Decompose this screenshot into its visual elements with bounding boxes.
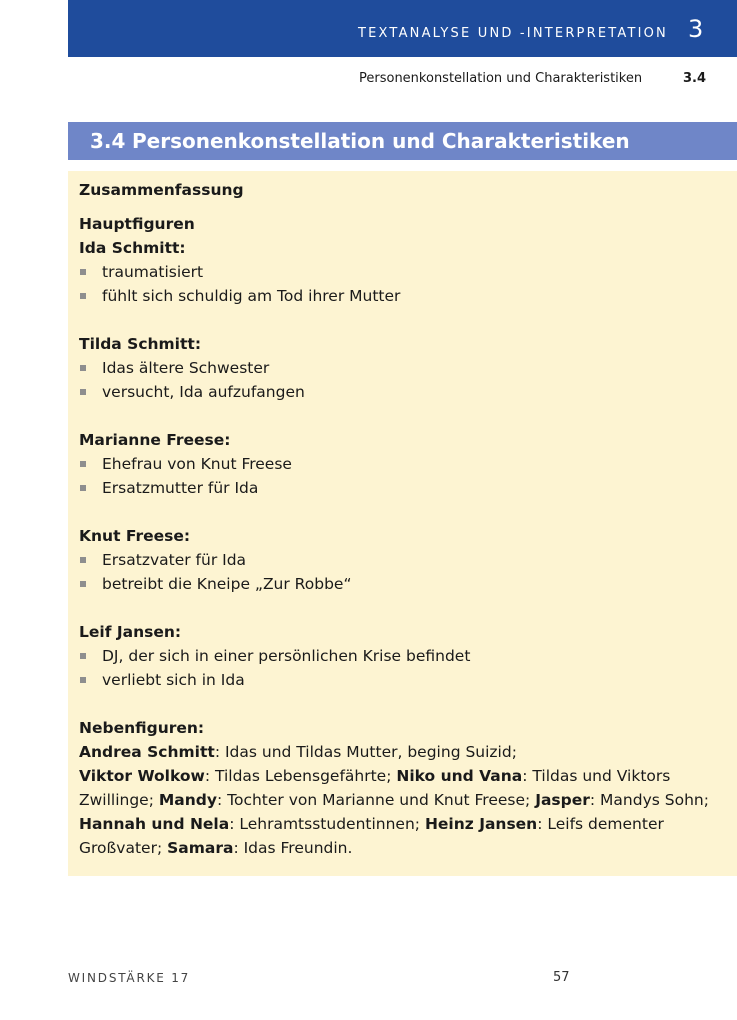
trait-item: verliebt sich in Ida — [79, 668, 719, 692]
character-block — [79, 332, 719, 404]
minor-character-name: Hannah und Nela — [79, 815, 230, 833]
character-name: Ida Schmitt: — [79, 239, 186, 257]
minor-character-name: Heinz Jansen — [424, 815, 538, 833]
bullet-icon — [80, 485, 86, 491]
minor-character-name: Niko und Vana — [396, 767, 523, 785]
minor-characters-label: Nebenfiguren: — [79, 719, 205, 737]
trait-item: versucht, Ida aufzufangen — [79, 380, 719, 404]
bullet-icon — [80, 293, 86, 299]
bullet-icon — [80, 557, 86, 563]
bullet-icon — [80, 269, 86, 275]
page-number: 57 — [553, 970, 570, 985]
running-subheading: Personenkonstellation und Charakteristiken — [359, 71, 643, 86]
chapter-number: 3 — [688, 15, 704, 43]
bullet-icon — [80, 461, 86, 467]
minor-character-name: Andrea Schmitt — [79, 743, 215, 761]
main-characters-label: Hauptfiguren — [79, 215, 195, 233]
summary-heading: Zusammenfassung — [79, 181, 244, 199]
trait-item: fühlt sich schuldig am Tod ihrer Mutter — [79, 284, 719, 308]
bullet-icon — [80, 389, 86, 395]
character-name: Leif Jansen: — [79, 623, 182, 641]
minor-characters-paragraph: Andrea Schmitt: Idas und Tildas Mutter, beging Suizid; Viktor Wolkow: Tildas Lebensgefährte; Niko und Vana: Tildas und Viktors Zwillinge; Mandy: Tochter von Marianne und Knut Freese; Jasper: Mandys Sohn; Hannah und Nela: Lehramtsstudentinnen; Heinz Jansen: Leifs dementer Großvater; Samara: Idas Freundin. — [79, 743, 709, 857]
trait-item: Idas ältere Schwester — [79, 356, 719, 380]
running-subheading-number: 3.4 — [683, 71, 707, 86]
minor-character-name: Viktor Wolkow — [79, 767, 205, 785]
trait-item: Ersatzmutter für Ida — [79, 476, 719, 500]
character-block — [79, 620, 719, 692]
character-block — [79, 236, 719, 308]
section-title: Personenkonstellation und Charakteristiken — [132, 129, 630, 153]
summary-content — [79, 178, 719, 860]
character-block — [79, 428, 719, 500]
bullet-icon — [80, 581, 86, 587]
footer-book-title: WINDSTÄRKE 17 — [68, 971, 191, 985]
trait-item: Ehefrau von Knut Freese — [79, 452, 719, 476]
minor-character-name: Jasper — [535, 791, 590, 809]
section-number: 3.4 — [90, 129, 126, 153]
minor-character-name: Samara — [167, 839, 234, 857]
chapter-title: TEXTANALYSE UND -INTERPRETATION — [358, 26, 668, 41]
bullet-icon — [80, 653, 86, 659]
minor-character-name: Mandy — [158, 791, 217, 809]
character-name: Knut Freese: — [79, 527, 191, 545]
character-name: Tilda Schmitt: — [79, 335, 202, 353]
character-block — [79, 524, 719, 596]
trait-item: DJ, der sich in einer persönlichen Krise befindet — [79, 644, 719, 668]
trait-item: betreibt die Kneipe „Zur Robbe“ — [79, 572, 719, 596]
bullet-icon — [80, 677, 86, 683]
trait-item: traumatisiert — [79, 260, 719, 284]
bullet-icon — [80, 365, 86, 371]
trait-item: Ersatzvater für Ida — [79, 548, 719, 572]
character-name: Marianne Freese: — [79, 431, 231, 449]
